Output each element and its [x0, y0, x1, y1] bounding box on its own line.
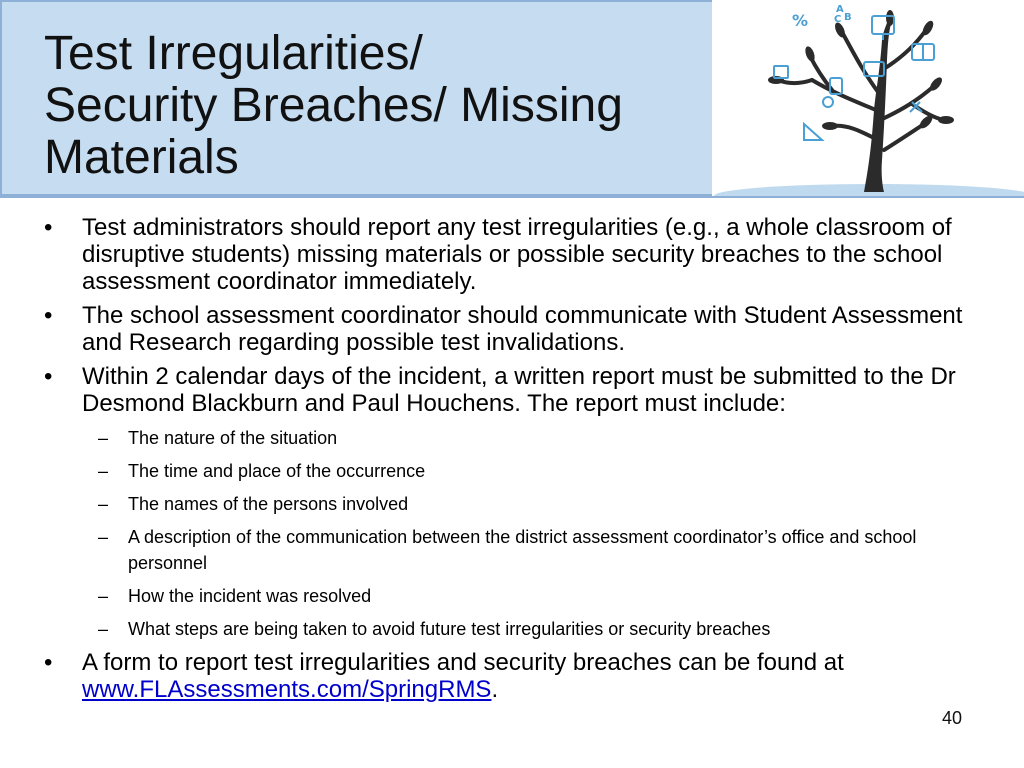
bullet-dot: • [44, 302, 53, 329]
sub-bullet-item [82, 425, 994, 451]
sub-bullet-text: The names of the persons involved [128, 494, 409, 514]
bullet-list [44, 214, 994, 703]
bullet-dot: • [44, 649, 53, 676]
slide-body [44, 214, 994, 710]
bullet-dot: • [44, 363, 53, 390]
title-divider [0, 196, 1024, 198]
sub-bullet-list [82, 425, 994, 642]
title-line-2: Security Breaches/ Missing [44, 79, 623, 132]
sub-bullet-item [82, 616, 994, 642]
sub-bullet-text: The nature of the situation [128, 428, 338, 448]
sub-bullet-text: What steps are being taken to avoid future test irregularities or security breaches [128, 619, 771, 639]
sub-bullet-dash: – [98, 586, 109, 606]
sub-bullet-dash: – [98, 619, 109, 639]
bullet-item [44, 649, 994, 703]
sub-bullet-item [82, 524, 994, 576]
triangle-ruler-icon [804, 124, 822, 140]
spring-rms-link[interactable]: www.FLAssessments.com/SpringRMS [82, 676, 492, 703]
tree-branches [778, 30, 944, 150]
bullet-item [44, 214, 994, 295]
title-line-3: Materials [44, 131, 239, 184]
sub-bullet-dash: – [98, 428, 109, 448]
sub-bullet-text: The time and place of the occurrence [128, 461, 426, 481]
sub-bullet-item [82, 491, 994, 517]
title-line-1: Test Irregularities/ [44, 27, 423, 80]
bullet-text: Within 2 calendar days of the incident, a written report must be submitted to the Dr Desmond Blackburn and Paul Houchens. The report must include: [82, 363, 956, 417]
bullet-item [44, 363, 994, 642]
sub-bullet-text: How the incident was resolved [128, 586, 372, 606]
page-number: 40 [941, 708, 962, 728]
sub-bullet-text: A description of the communication between the district assessment coordinator’s office and school personnel [128, 527, 917, 573]
bullet-text: A form to report test irregularities and security breaches can be found at [82, 649, 844, 676]
letter-c-icon: C [834, 14, 842, 25]
bullet-text: Test administrators should report any test irregularities (e.g., a whole classroom of disruptive students) missing materials or possible security breaches to the school assessment coordinator immediately. [82, 214, 952, 295]
percent-icon: % [792, 11, 809, 30]
tree-illustration-icon [712, 0, 1024, 196]
sub-bullet-item [82, 458, 994, 484]
tree-icons [774, 16, 934, 140]
bullet-text: The school assessment coordinator should communicate with Student Assessment and Research regarding possible test invalidations. [82, 302, 963, 356]
globe-icon [823, 97, 833, 107]
sub-bullet-dash: – [98, 461, 109, 481]
bullet-dot: • [44, 214, 53, 241]
letter-b-icon: B [844, 12, 852, 23]
slide-title [44, 28, 724, 184]
tree-illustration [712, 0, 1024, 196]
bullet-item [44, 302, 994, 356]
letter-a-icon: A [836, 4, 844, 15]
sub-bullet-item [82, 583, 994, 609]
bullet-trailing-text: . [491, 676, 499, 703]
sub-bullet-dash: – [98, 494, 109, 514]
sub-bullet-dash: – [98, 527, 109, 547]
